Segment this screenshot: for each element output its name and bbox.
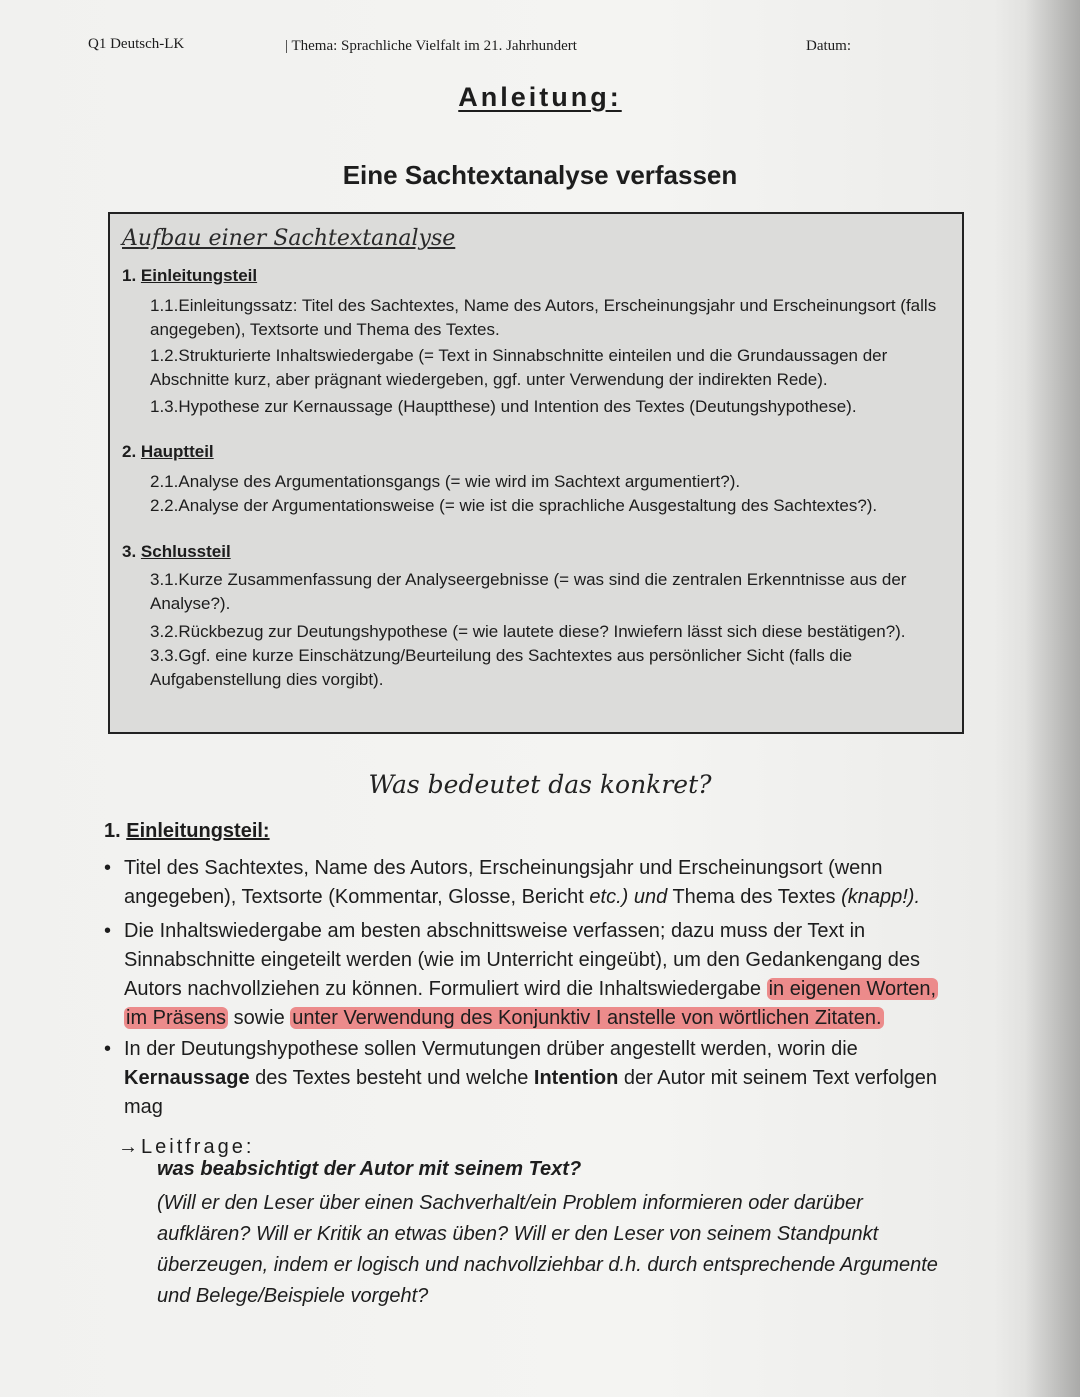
section-heading-einleitung: 1. Einleitungsteil bbox=[122, 266, 258, 285]
section-item: 1.2.Strukturierte Inhaltswiedergabe (= Text in Sinnabschnitte einteilen und die Grundaussagen der Abschnitte kurz, aber prägnant wiedergeben, ggf. unter Verwendung der indirekten Rede). bbox=[150, 346, 888, 389]
leitfrage-body: (Will er den Leser über einen Sachverhalt/ein Problem informieren oder darüber aufklären? Will er Kritik an etwas üben? Will er den Leser von seinem Standpunkt überzeugen, indem er logisch und nachvollziehbar d.h. durch entsprechende Argumente und Belege/Beispiele vorgeht? bbox=[157, 1192, 938, 1307]
date-label: Datum: bbox=[806, 38, 851, 54]
course-label: Q1 Deutsch-LK bbox=[88, 36, 185, 52]
leitfrage-label: →Leitfrage: bbox=[118, 1136, 255, 1158]
section-item: 1.3.Hypothese zur Kernaussage (Hauptthese) und Intention des Textes (Deutungshypothese). bbox=[150, 397, 857, 416]
bullet-item: • In der Deutungshypothese sollen Vermutungen drüber angestellt werden, worin die Kernaussage des Textes besteht und welche Intention der Autor mit seinem Text verfolgen mag bbox=[104, 1035, 954, 1122]
page-edge-shadow bbox=[1025, 0, 1080, 1397]
section-heading-schlussteil: 3. Schlussteil bbox=[122, 542, 231, 561]
topic-label: | Thema: Sprachliche Vielfalt im 21. Jahrhundert bbox=[285, 38, 577, 54]
highlight: im Präsens bbox=[126, 1007, 227, 1029]
section-item: 3.2.Rückbezug zur Deutungshypothese (= wie lautete diese? Inwiefern lässt sich diese bestätigen?). bbox=[150, 622, 906, 641]
box-title: Aufbau einer Sachtextanalyse bbox=[122, 226, 456, 251]
section-item: 2.2.Analyse der Argumentationsweise (= wie ist die sprachliche Ausgestaltung des Sachtextes?). bbox=[150, 496, 878, 515]
bullet-dot: • bbox=[104, 920, 112, 942]
leitfrage-question: was beabsichtigt der Autor mit seinem Text? bbox=[157, 1158, 582, 1180]
bullet-dot: • bbox=[104, 857, 112, 879]
section-item: 1.1.Einleitungssatz: Titel des Sachtextes, Name des Autors, Erscheinungsjahr und Erscheinungsort (falls angegeben), Textsorte und Thema des Textes. bbox=[150, 296, 937, 339]
page-title: Anleitung: bbox=[458, 82, 622, 112]
highlight: unter Verwendung des Konjunktiv I anstelle von wörtlichen Zitaten. bbox=[292, 1007, 882, 1029]
page-subtitle: Eine Sachtextanalyse verfassen bbox=[342, 160, 738, 190]
bullet-dot: • bbox=[104, 1038, 112, 1060]
section-item: 3.1.Kurze Zusammenfassung der Analyseergebnisse (= was sind die zentralen Erkenntnisse aus der Analyse?). bbox=[150, 570, 907, 613]
bullet-item: • Titel des Sachtextes, Name des Autors, Erscheinungsjahr und Erscheinungsort (wenn angegeben), Textsorte (Kommentar, Glosse, Bericht etc.) und Thema des Textes (knapp!). bbox=[104, 854, 954, 912]
einleitung-heading: 1. Einleitungsteil: bbox=[104, 820, 270, 842]
structure-box bbox=[108, 212, 964, 734]
highlight: in eigenen Worten, bbox=[768, 978, 937, 1000]
section-item: 3.3.Ggf. eine kurze Einschätzung/Beurteilung des Sachtextes aus persönlicher Sicht (falls die Aufgabenstellung dies vorgibt). bbox=[150, 646, 853, 689]
section-heading-hauptteil: 2. Hauptteil bbox=[122, 442, 214, 461]
bullet-item: • Die Inhaltswiedergabe am besten abschnittsweise verfassen; dazu muss der Text in Sinnabschnitte eingeteilt werden (wie im Unterricht eingeübt), um den Gedankengang des Autors nachvollziehen zu können. Formuliert wird die Inhaltswiedergabe in eigenen Worten, im Präsens sowie unter Verwendung des Konjunktiv I anstelle von wörtlichen Zitaten. bbox=[104, 917, 954, 1033]
konkret-heading: Was bedeutet das konkret? bbox=[368, 770, 712, 799]
section-item: 2.1.Analyse des Argumentationsgangs (= wie wird im Sachtext argumentiert?). bbox=[150, 472, 741, 491]
